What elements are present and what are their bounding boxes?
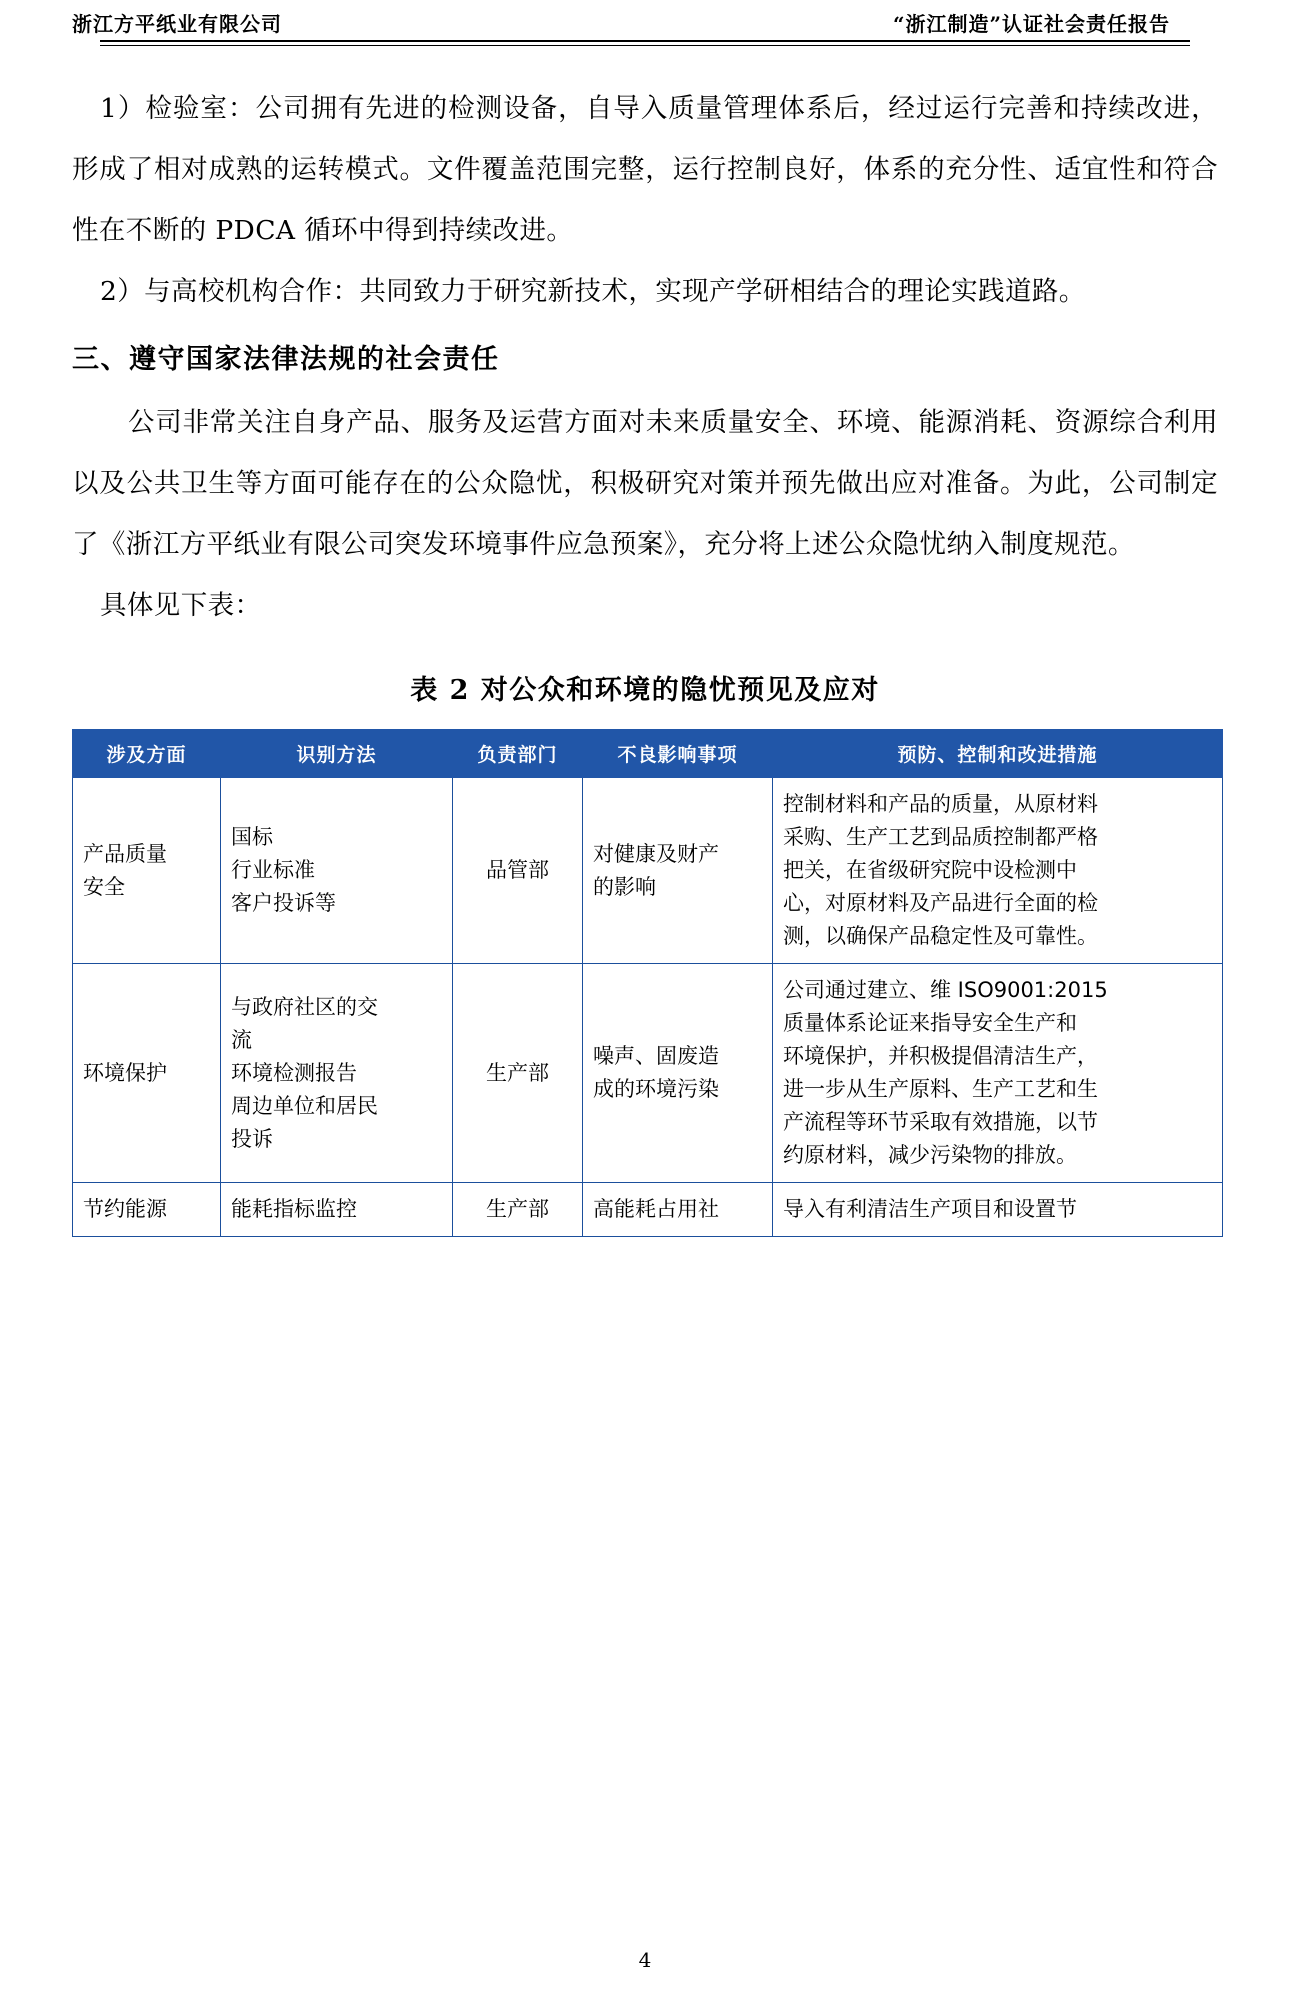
concerns-table: [72, 729, 1223, 1237]
cell-aspect: 环境保护: [73, 964, 221, 1183]
paragraph-public-concerns: 公司非常关注自身产品、服务及运营方面对未来质量安全、环境、能源消耗、资源综合利用以及公共卫生等方面可能存在的公众隐忧，积极研究对策并预先做出应对准备。为此，公司制定了《浙江方平纸业有限公司突发环境事件应急预案》，充分将上述公众隐忧纳入制度规范。: [72, 407, 1218, 560]
column-header-department: 负责部门: [453, 730, 583, 778]
table-row: [73, 1183, 1223, 1237]
paragraph-lab: 1）检验室：公司拥有先进的检测设备，自导入质量管理体系后，经过运行完善和持续改进，形成了相对成熟的运转模式。文件覆盖范围完整，运行控制良好，体系的充分性、适宜性和符合性在不断的 PDCA 循环中得到持续改进。: [72, 93, 1218, 246]
header-divider: [100, 40, 1190, 46]
paragraph-university-cooperation: 2）与高校机构合作：共同致力于研究新技术，实现产学研相结合的理论实践道路。: [100, 276, 1086, 307]
cell-measures: 控制材料和产品的质量，从原材料 采购、生产工艺到品质控制都严格 把关，在省级研究院中设检测中 心，对原材料及产品进行全面的检 测，以确保产品稳定性及可靠性。: [773, 778, 1223, 964]
cell-impact: 噪声、固废造 成的环境污染: [583, 964, 773, 1183]
cell-method: 国标 行业标准 客户投诉等: [221, 778, 453, 964]
page-header: [72, 0, 1218, 52]
cell-aspect: 产品质量 安全: [73, 778, 221, 964]
cell-method: 与政府社区的交 流 环境检测报告 周边单位和居民 投诉: [221, 964, 453, 1183]
cell-aspect: 节约能源: [73, 1183, 221, 1237]
cell-method: 能耗指标监控: [221, 1183, 453, 1237]
cell-impact: 高能耗占用社: [583, 1183, 773, 1237]
table-header-row: [73, 730, 1223, 778]
header-report-title: “浙江制造”认证社会责任报告: [892, 12, 1170, 36]
column-header-measures: 预防、控制和改进措施: [773, 730, 1223, 778]
table-row: [73, 778, 1223, 964]
cell-impact: 对健康及财产 的影响: [583, 778, 773, 964]
page-number: 4: [638, 1948, 652, 1972]
table-caption: 表 2 对公众和环境的隐忧预见及应对: [410, 675, 880, 706]
page-footer: [0, 1948, 1290, 1972]
table-row: [73, 964, 1223, 1183]
cell-measures: 导入有利清洁生产项目和设置节: [773, 1183, 1223, 1237]
section-heading-legal-responsibility: 三、遵守国家法律法规的社会责任: [72, 344, 500, 375]
column-header-aspect: 涉及方面: [73, 730, 221, 778]
column-header-impact: 不良影响事项: [583, 730, 773, 778]
cell-department: 生产部: [453, 964, 583, 1183]
header-company-name: 浙江方平纸业有限公司: [72, 12, 282, 36]
cell-department: 品管部: [453, 778, 583, 964]
cell-measures: 公司通过建立、维 ISO9001:2015 质量体系论证来指导安全生产和 环境保护，并积极提倡清洁生产， 进一步从生产原料、生产工艺和生 产流程等环节采取有效措施，以节 约原材料，减少污染物的排放。: [773, 964, 1223, 1183]
paragraph-see-table: 具体见下表：: [100, 590, 262, 621]
column-header-method: 识别方法: [221, 730, 453, 778]
document-body: [72, 78, 1218, 1237]
cell-department: 生产部: [453, 1183, 583, 1237]
